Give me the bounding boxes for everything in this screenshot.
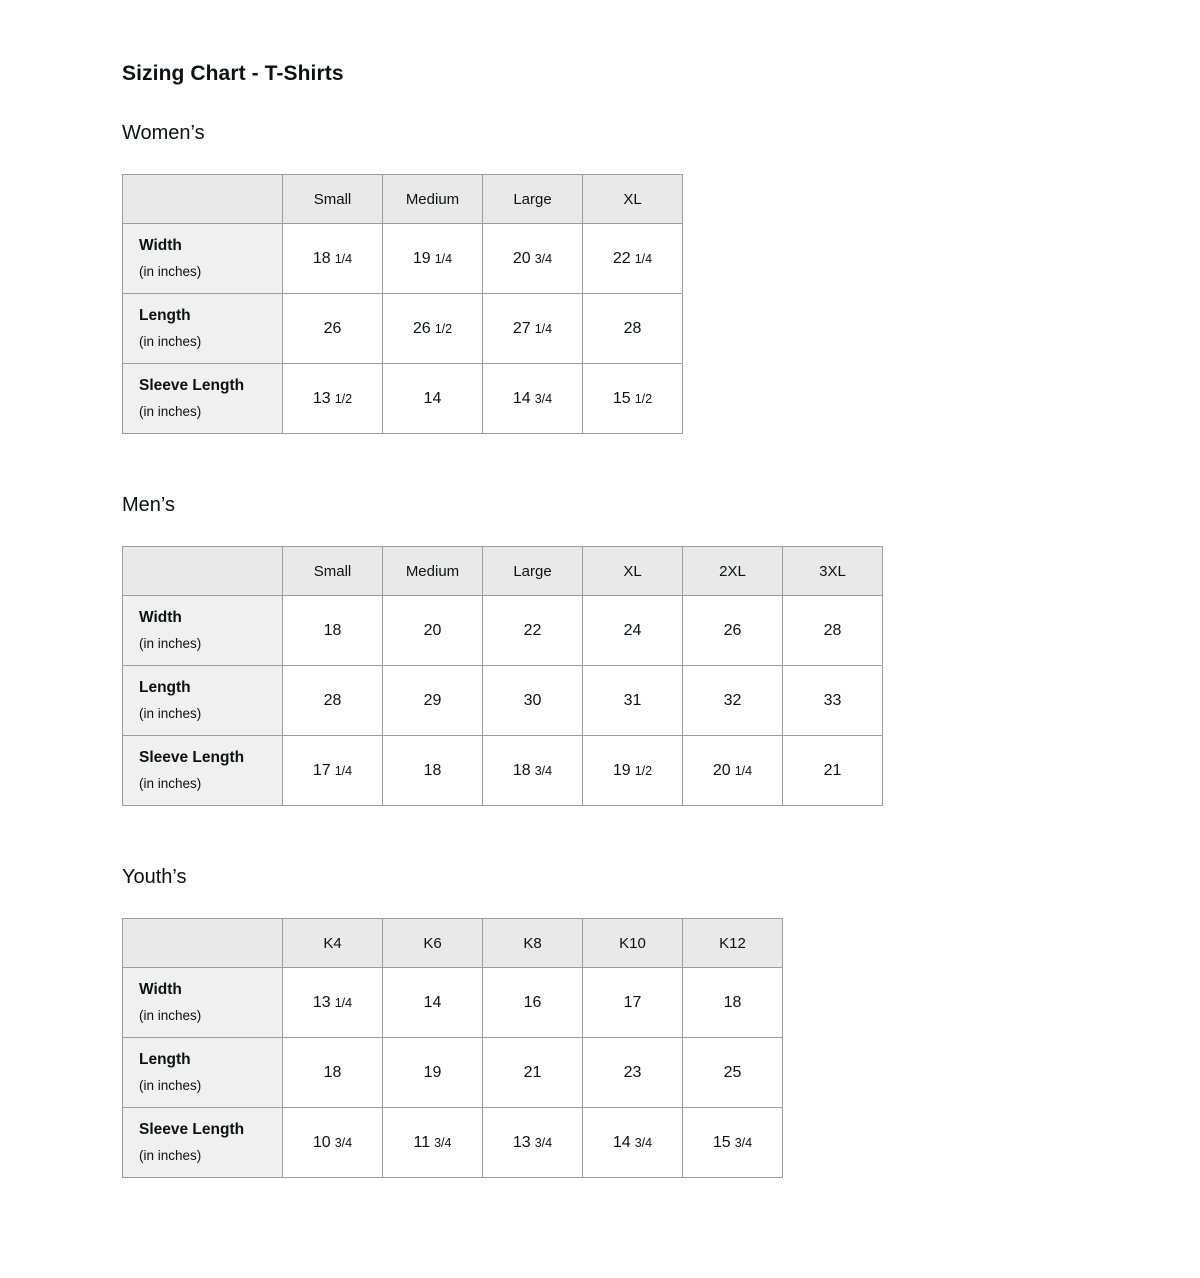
row-label-cell [123, 736, 283, 806]
row-label-cell [123, 596, 283, 666]
table-row-width [123, 224, 683, 294]
size-value-cell: 20 1/4 [683, 736, 783, 806]
size-value-cell: 10 3/4 [283, 1108, 383, 1178]
row-sublabel: (in inches) [139, 1008, 202, 1023]
table-header-row [123, 919, 783, 968]
table-row-sleeve-length [123, 736, 883, 806]
table-row-length [123, 1038, 783, 1108]
row-label: Width [139, 609, 182, 626]
row-label: Length [139, 679, 191, 696]
row-sublabel: (in inches) [139, 1078, 202, 1093]
section-heading-womens: Women’s [122, 122, 205, 144]
page-title: Sizing Chart - T-Shirts [122, 62, 344, 85]
row-label: Length [139, 307, 191, 324]
row-sublabel: (in inches) [139, 776, 202, 791]
size-value-cell: 18 1/4 [283, 224, 383, 294]
size-value-cell: 28 [783, 596, 883, 666]
size-value-cell: 15 3/4 [683, 1108, 783, 1178]
size-value-cell: 25 [683, 1038, 783, 1108]
section-heading-youths: Youth’s [122, 866, 187, 888]
table-header-row [123, 175, 683, 224]
column-header-medium: Medium [383, 547, 483, 596]
size-value-cell: 18 3/4 [483, 736, 583, 806]
row-sublabel: (in inches) [139, 404, 202, 419]
row-label: Width [139, 981, 182, 998]
size-value-cell: 20 3/4 [483, 224, 583, 294]
column-header-small: Small [283, 175, 383, 224]
column-header-k8: K8 [483, 919, 583, 968]
size-value-cell: 14 [383, 364, 483, 434]
womens-size-table [122, 174, 683, 434]
column-header-k10: K10 [583, 919, 683, 968]
size-value-cell: 22 1/4 [583, 224, 683, 294]
size-value-cell: 20 [383, 596, 483, 666]
table-header-row [123, 547, 883, 596]
size-value-cell: 28 [283, 666, 383, 736]
section-heading-mens: Men’s [122, 494, 175, 516]
size-value-cell: 26 [283, 294, 383, 364]
row-label-cell [123, 294, 283, 364]
row-label: Sleeve Length [139, 1121, 245, 1138]
size-value-cell: 29 [383, 666, 483, 736]
row-sublabel: (in inches) [139, 1148, 202, 1163]
size-value-cell: 33 [783, 666, 883, 736]
column-header-xl: XL [583, 175, 683, 224]
column-header-2xl: 2XL [683, 547, 783, 596]
size-value-cell: 19 1/2 [583, 736, 683, 806]
size-value-cell: 14 [383, 968, 483, 1038]
row-label-cell [123, 224, 283, 294]
size-value-cell: 21 [483, 1038, 583, 1108]
row-sublabel: (in inches) [139, 636, 202, 651]
row-sublabel: (in inches) [139, 264, 202, 279]
table-row-length [123, 294, 683, 364]
row-label-cell [123, 1038, 283, 1108]
row-label: Sleeve Length [139, 749, 245, 766]
size-value-cell: 27 1/4 [483, 294, 583, 364]
size-value-cell: 28 [583, 294, 683, 364]
section-mens [122, 494, 1160, 806]
size-value-cell: 26 [683, 596, 783, 666]
size-value-cell: 18 [383, 736, 483, 806]
column-header-k12: K12 [683, 919, 783, 968]
section-youths [122, 866, 1160, 1178]
size-value-cell: 14 3/4 [483, 364, 583, 434]
row-sublabel: (in inches) [139, 334, 202, 349]
row-sublabel: (in inches) [139, 706, 202, 721]
corner-cell [123, 919, 283, 968]
table-row-sleeve-length [123, 364, 683, 434]
row-label-cell [123, 1108, 283, 1178]
column-header-k6: K6 [383, 919, 483, 968]
size-value-cell: 19 1/4 [383, 224, 483, 294]
row-label: Sleeve Length [139, 377, 245, 394]
size-value-cell: 17 [583, 968, 683, 1038]
column-header-k4: K4 [283, 919, 383, 968]
row-label-cell [123, 364, 283, 434]
size-value-cell: 14 3/4 [583, 1108, 683, 1178]
column-header-xl: XL [583, 547, 683, 596]
size-value-cell: 11 3/4 [383, 1108, 483, 1178]
table-row-length [123, 666, 883, 736]
size-value-cell: 13 3/4 [483, 1108, 583, 1178]
size-value-cell: 21 [783, 736, 883, 806]
table-row-sleeve-length [123, 1108, 783, 1178]
size-value-cell: 31 [583, 666, 683, 736]
size-value-cell: 30 [483, 666, 583, 736]
column-header-3xl: 3XL [783, 547, 883, 596]
size-value-cell: 22 [483, 596, 583, 666]
column-header-small: Small [283, 547, 383, 596]
youths-size-table [122, 918, 783, 1178]
size-value-cell: 17 1/4 [283, 736, 383, 806]
table-row-width [123, 968, 783, 1038]
row-label: Length [139, 1051, 191, 1068]
size-value-cell: 32 [683, 666, 783, 736]
size-value-cell: 18 [683, 968, 783, 1038]
column-header-medium: Medium [383, 175, 483, 224]
corner-cell [123, 547, 283, 596]
size-value-cell: 23 [583, 1038, 683, 1108]
size-value-cell: 16 [483, 968, 583, 1038]
size-value-cell: 18 [283, 596, 383, 666]
size-value-cell: 26 1/2 [383, 294, 483, 364]
row-label-cell [123, 968, 283, 1038]
corner-cell [123, 175, 283, 224]
size-value-cell: 18 [283, 1038, 383, 1108]
size-value-cell: 15 1/2 [583, 364, 683, 434]
size-value-cell: 13 1/4 [283, 968, 383, 1038]
mens-size-table [122, 546, 883, 806]
table-row-width [123, 596, 883, 666]
row-label-cell [123, 666, 283, 736]
section-womens [122, 122, 1160, 434]
column-header-large: Large [483, 547, 583, 596]
size-value-cell: 24 [583, 596, 683, 666]
row-label: Width [139, 237, 182, 254]
size-value-cell: 13 1/2 [283, 364, 383, 434]
size-value-cell: 19 [383, 1038, 483, 1108]
column-header-large: Large [483, 175, 583, 224]
